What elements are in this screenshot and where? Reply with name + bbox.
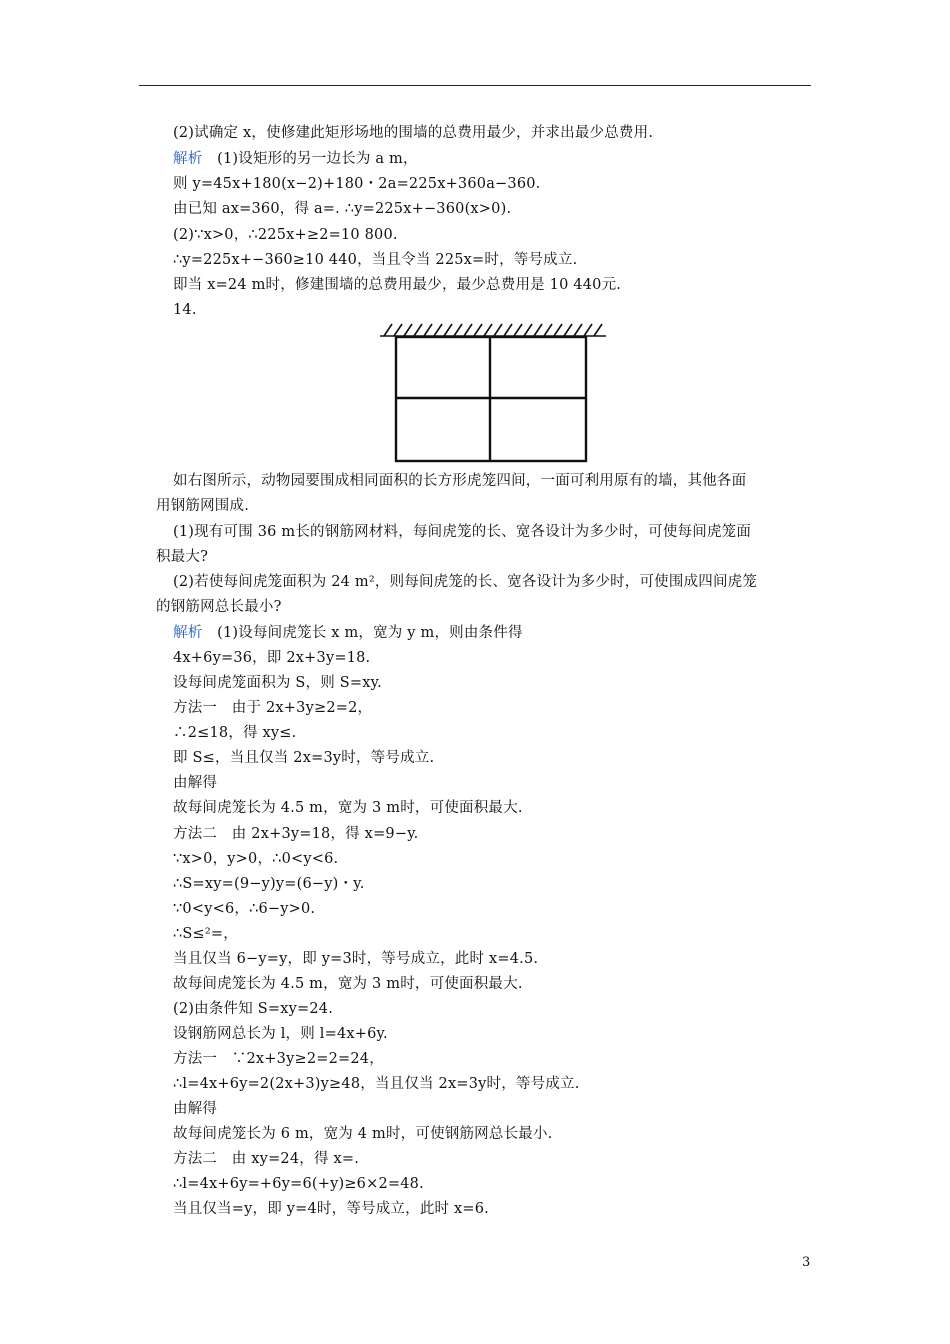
analysis-label: 解析: [173, 151, 203, 167]
page-number: 3: [802, 1255, 811, 1270]
text-line: 由解得: [173, 1101, 218, 1117]
text-line: 用钢筋网围成.: [156, 498, 250, 514]
text-line: (2)若使每间虎笼面积为 24 m²，则每间虎笼的长、宽各设计为多少时，可使围成四间虎笼: [173, 574, 758, 590]
text-line: 解析 (1)设每间虎笼长 x m，宽为 y m，则由条件得: [173, 625, 523, 641]
analysis-label: 解析: [173, 625, 203, 641]
text-line: 由已知 ax=360，得 a=. ∴y=225x+−360(x>0).: [173, 201, 512, 217]
text-line: 4x+6y=36，即 2x+3y=18.: [173, 650, 371, 666]
text-line: 当且仅当 6−y=y，即 y=3时，等号成立，此时 x=4.5.: [173, 951, 539, 967]
cage-grid: [396, 337, 586, 461]
text-line: 设每间虎笼面积为 S，则 S=xy.: [173, 675, 382, 691]
tiger-cage-figure: [374, 320, 614, 470]
text-line: (1)现有可围 36 m长的钢筋网材料，每间虎笼的长、宽各设计为多少时，可使每间虎笼面: [173, 524, 752, 540]
wall-hatching: [380, 324, 606, 336]
text-line: 设钢筋网总长为 l，则 l=4x+6y.: [173, 1026, 388, 1042]
text-line: 即 S≤，当且仅当 2x=3y时，等号成立.: [173, 750, 435, 766]
text-line: ∴y=225x+−360≥10 440，当且令当 225x=时，等号成立.: [173, 252, 578, 268]
text-line: 方法二 由 xy=24，得 x=.: [173, 1151, 360, 1167]
text-line: (2)∵x>0，∴225x+≥2=10 800.: [173, 227, 398, 243]
text-line: ∵x>0，y>0，∴0<y<6.: [173, 851, 339, 867]
text-line: 方法一 由于 2x+3y≥2=2，: [173, 700, 373, 716]
text-line: 方法二 由 2x+3y=18，得 x=9−y.: [173, 826, 419, 842]
text-line: ∴S=xy=(9−y)y=(6−y)・y.: [173, 876, 365, 892]
text-line: 即当 x=24 m时，修建围墙的总费用最少，最少总费用是 10 440元.: [173, 277, 622, 293]
text-line: (2)由条件知 S=xy=24.: [173, 1001, 334, 1017]
text-line: 当且仅当=y，即 y=4时，等号成立，此时 x=6.: [173, 1201, 489, 1217]
text-line: 方法一 ∵2x+3y≥2=2=24，: [173, 1051, 384, 1067]
text-line: ∵0<y<6，∴6−y>0.: [173, 901, 316, 917]
text-line: 积最大?: [156, 549, 209, 565]
text-line: ∴2≤18，得 xy≤.: [173, 725, 297, 741]
text-line: ∴S≤²=，: [173, 926, 238, 942]
text-line: 故每间虎笼长为 6 m，宽为 4 m时，可使钢筋网总长最小.: [173, 1126, 553, 1142]
text-line: 的钢筋网总长最小?: [156, 599, 282, 615]
text-line: 解析 (1)设矩形的另一边长为 a m，: [173, 151, 418, 167]
text-line: (2)试确定 x，使修建此矩形场地的围墙的总费用最少，并求出最少总费用.: [173, 125, 654, 141]
text-line: 如右图所示，动物园要围成相同面积的长方形虎笼四间，一面可利用原有的墙，其他各面: [173, 473, 747, 489]
problem-number: 14.: [173, 302, 197, 318]
header-rule: [139, 85, 811, 86]
text-line: ∴l=4x+6y=2(2x+3)y≥48，当且仅当 2x=3y时，等号成立.: [173, 1076, 580, 1092]
text-line: 故每间虎笼长为 4.5 m，宽为 3 m时，可使面积最大.: [173, 800, 523, 816]
text-line: 故每间虎笼长为 4.5 m，宽为 3 m时，可使面积最大.: [173, 976, 523, 992]
text-line: 则 y=45x+180(x−2)+180・2a=225x+360a−360.: [173, 176, 541, 192]
text-line: 由解得: [173, 775, 218, 791]
text-line: ∴l=4x+6y=+6y=6(+y)≥6×2=48.: [173, 1176, 424, 1192]
